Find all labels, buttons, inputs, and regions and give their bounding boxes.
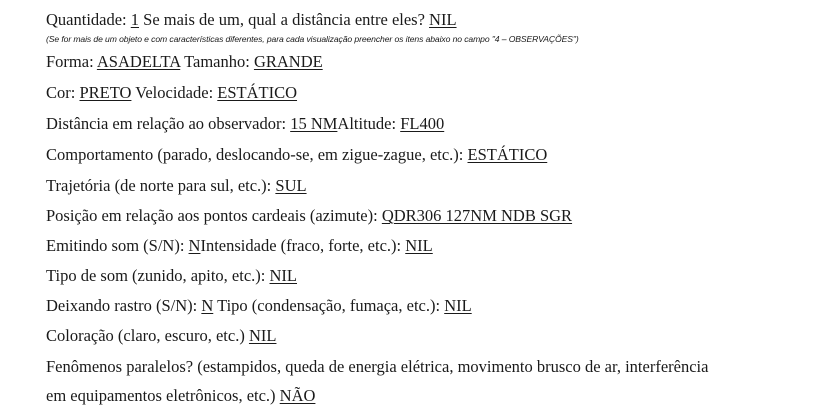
distance-between-value: NIL [429,10,457,29]
phenomena-value: NÃO [279,386,316,405]
sound-row [46,236,433,256]
coloration-row [46,326,276,346]
sound-label: Emitindo som (S/N): [46,236,185,255]
color-value: PRETO [79,83,132,102]
sound-type-row [46,266,297,286]
distance-label: Distância em relação ao observador: [46,114,287,133]
shape-value: ASADELTA [96,52,181,71]
quantity-row [46,10,457,30]
altitude-label: Altitude: [337,114,397,133]
speed-label: Velocidade: [135,83,214,102]
distance-between-question: Se mais de um, qual a distância entre eles? [143,10,425,29]
trail-type-label: Tipo (condensação, fumaça, etc.): [217,296,441,315]
trail-label: Deixando rastro (S/N): [46,296,198,315]
color-label: Cor: [46,83,76,102]
phenomena-row-2 [46,386,315,406]
trail-type-value: NIL [444,296,472,315]
sound-type-label: Tipo de som (zunido, apito, etc.): [46,266,266,285]
trail-value: N [201,296,214,315]
position-value: QDR306 127NM NDB SGR [381,206,573,225]
shape-label: Forma: [46,52,94,71]
position-row [46,206,572,226]
speed-value: ESTÁTICO [217,83,298,102]
size-label: Tamanho: [184,52,250,71]
sound-type-value: NIL [269,266,297,285]
size-value: GRANDE [253,52,323,71]
phenomena-label-line2: em equipamentos eletrônicos, etc.) [46,386,276,405]
coloration-value: NIL [248,326,277,345]
trajectory-row [46,176,307,196]
distance-value: 15 NM [290,114,338,133]
intensity-label: Intensidade (fraco, forte, etc.): [200,236,402,255]
trail-row [46,296,472,316]
position-label: Posição em relação aos pontos cardeais (azimute): [46,206,378,225]
trajectory-label: Trajetória (de norte para sul, etc.): [46,176,272,195]
sound-value: N [188,236,201,255]
distance-altitude-row [46,114,444,134]
behavior-row [46,145,547,165]
color-speed-row [46,83,297,103]
phenomena-label-line1: Fenômenos paralelos? (estampidos, queda de energia elétrica, movimento brusco de ar, interferência [46,357,709,376]
behavior-value: ESTÁTICO [467,145,548,164]
trajectory-value: SUL [275,176,307,195]
intensity-value: NIL [405,236,433,255]
coloration-label: Coloração (claro, escuro, etc.) [46,326,245,345]
shape-size-row [46,52,323,72]
phenomena-row-1 [46,357,708,377]
altitude-value: FL400 [400,114,445,133]
quantity-value: 1 [130,10,140,29]
instruction-note: (Se for mais de um objeto e com características diferentes, para cada visualização preencher os itens abaixo no campo "4 – OBSERVAÇÕES") [46,34,579,44]
quantity-label: Quantidade: [46,10,127,29]
behavior-label: Comportamento (parado, deslocando-se, em zigue-zague, etc.): [46,145,464,164]
